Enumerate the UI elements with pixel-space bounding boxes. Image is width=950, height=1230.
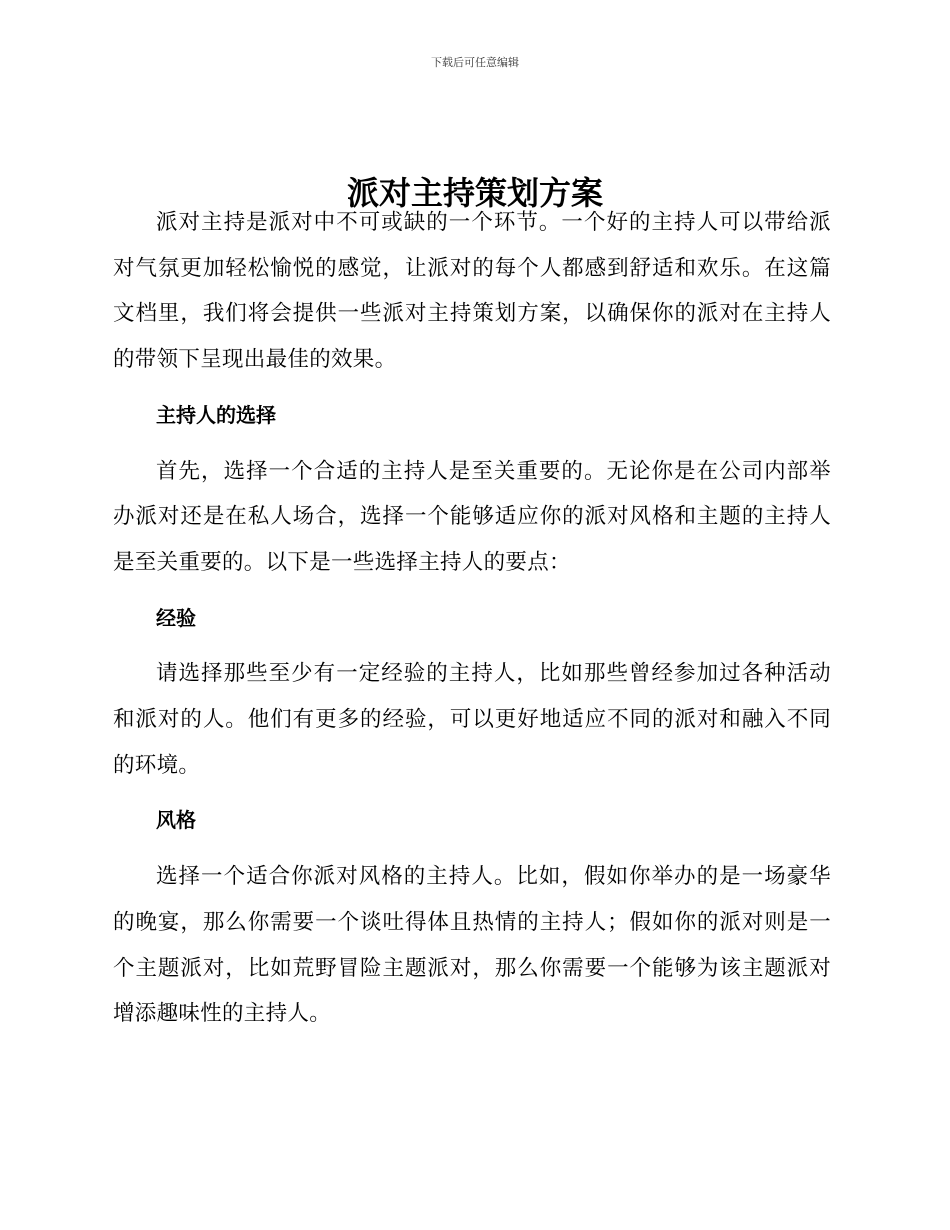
section-heading-host-selection: 主持人的选择 (156, 402, 276, 427)
intro-paragraph: 派对主持是派对中不可或缺的一个环节。一个好的主持人可以带给派对气氛更加轻松愉悦的感觉，让派对的每个人都感到舒适和欢乐。在这篇文档里，我们将会提供一些派对主持策划方案，以确保你的派对在主持人的带领下呈现出最佳的效果。 (113, 210, 831, 373)
document-body (113, 200, 831, 1037)
section-paragraph-host-selection: 首先，选择一个合适的主持人是至关重要的。无论你是在公司内部举办派对还是在私人场合，选择一个能够适应你的派对风格和主题的主持人是至关重要的。以下是一些选择主持人的要点： (113, 458, 831, 575)
document-title: 派对主持策划方案 (346, 174, 603, 213)
section-paragraph-experience: 请选择那些至少有一定经验的主持人，比如那些曾经参加过各种活动和派对的人。他们有更多的经验，可以更好地适应不同的派对和融入不同的环境。 (113, 661, 831, 778)
section-heading-experience: 经验 (156, 605, 196, 630)
header-note: 下载后可任意编辑 (431, 56, 519, 69)
section-heading-style: 风格 (156, 808, 196, 833)
section-paragraph-style: 选择一个适合你派对风格的主持人。比如，假如你举办的是一场豪华的晚宴，那么你需要一个谈吐得体且热情的主持人；假如你的派对则是一个主题派对，比如荒野冒险主题派对，那么你需要一个能够为该主题派对增添趣味性的主持人。 (113, 864, 831, 1027)
